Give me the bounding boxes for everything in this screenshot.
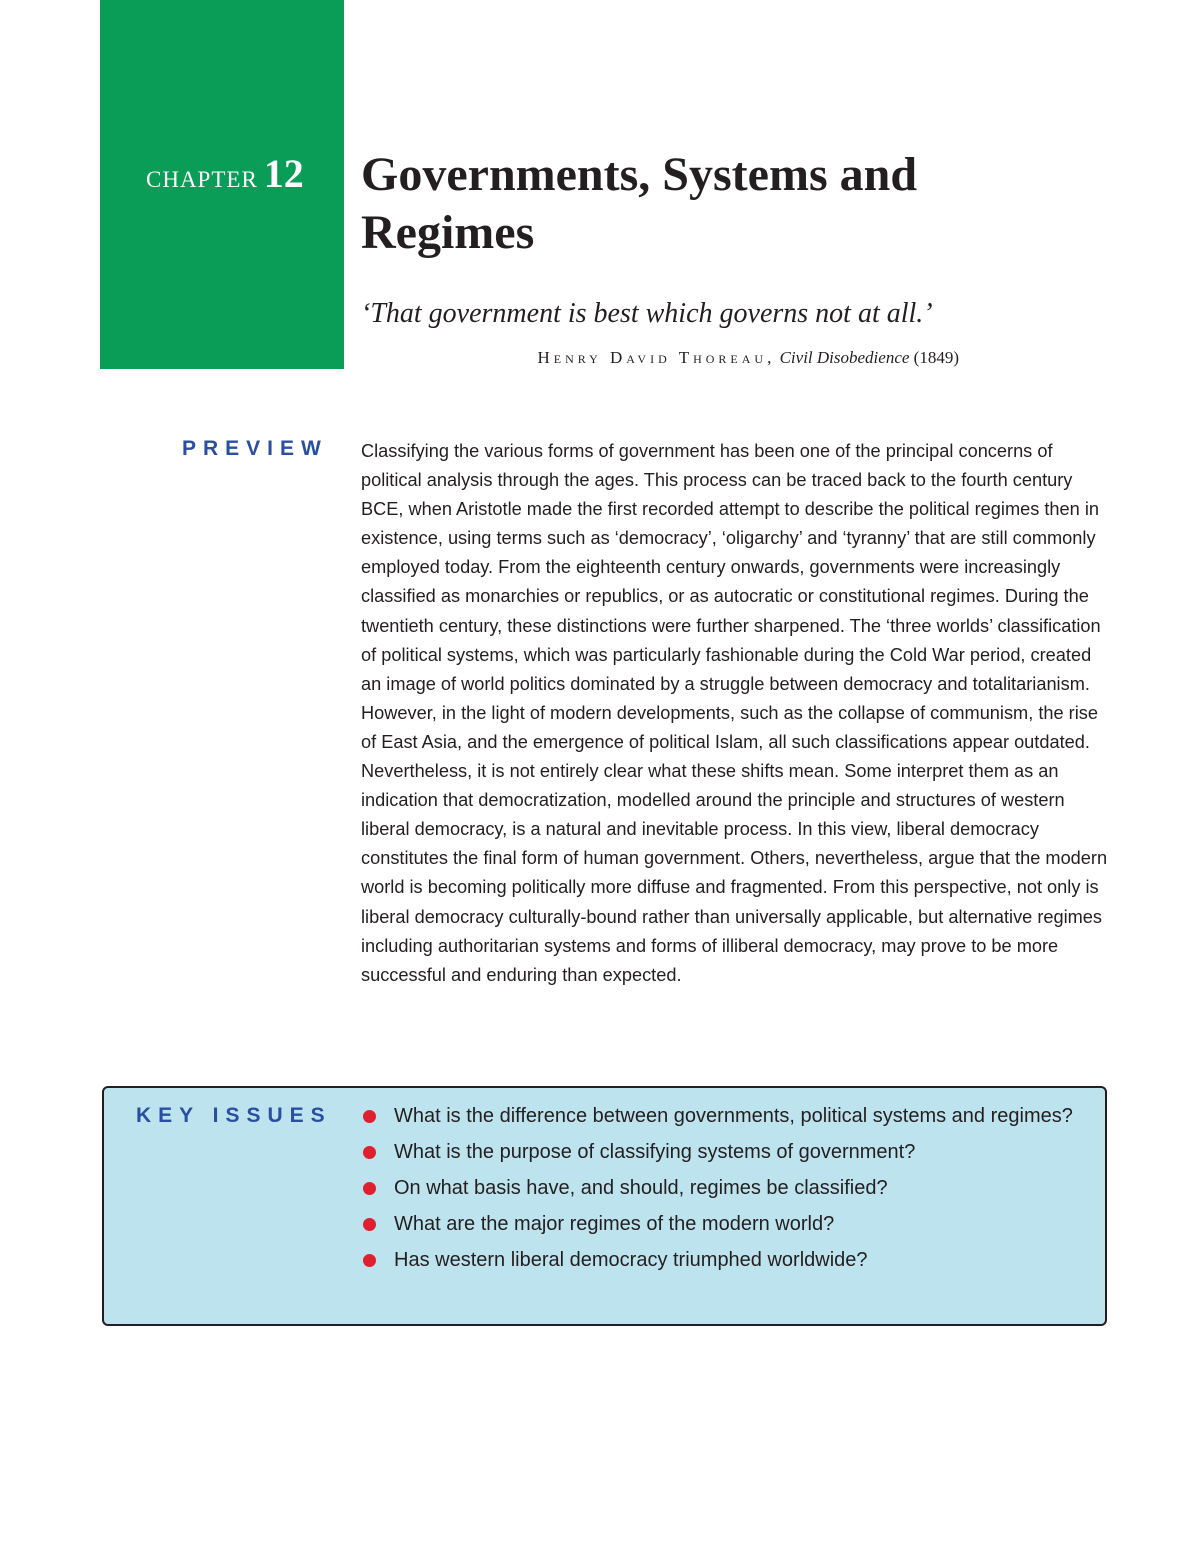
bullet-dot-icon	[363, 1182, 376, 1195]
key-issues-heading: KEY ISSUES	[136, 1104, 332, 1127]
bullet-dot-icon	[363, 1110, 376, 1123]
chapter-label	[146, 150, 304, 197]
key-issues-list	[361, 1102, 1081, 1282]
epigraph-quote: ‘That government is best which governs not at all.’	[361, 298, 933, 329]
preview-heading: PREVIEW	[182, 437, 328, 460]
key-issue-text: Has western liberal democracy triumphed worldwide?	[394, 1249, 868, 1271]
chapter-title: Governments, Systems and Regimes	[361, 148, 918, 259]
key-issue-item	[361, 1246, 1081, 1274]
key-issue-item	[361, 1210, 1081, 1238]
epigraph-year: (1849)	[913, 348, 959, 367]
epigraph-author: Henry David Thoreau,	[537, 348, 776, 367]
key-issue-text: What is the difference between governments, political systems and regimes?	[394, 1105, 1073, 1127]
chapter-number: 12	[263, 151, 304, 196]
epigraph-attribution	[538, 348, 960, 368]
bullet-dot-icon	[363, 1254, 376, 1267]
key-issue-item	[361, 1174, 1081, 1202]
key-issue-item	[361, 1138, 1081, 1166]
bullet-dot-icon	[363, 1218, 376, 1231]
key-issue-text: On what basis have, and should, regimes be classified?	[394, 1177, 888, 1199]
key-issue-text: What are the major regimes of the modern world?	[394, 1213, 835, 1235]
epigraph-work: Civil Disobedience	[779, 348, 910, 367]
chapter-word: CHAPTER	[146, 167, 258, 192]
preview-paragraph: Classifying the various forms of government has been one of the principal concerns of political analysis through the ages. This process can be traced back to the fourth century BCE, when Aristotle made the first recorded attempt to describe the political regimes then in existence, using terms such as ‘democracy’, ‘oligarchy’ and ‘tyranny’ that are still commonly employed today. From the eighteenth century onwards, governments were increasingly classified as monarchies or republics, or as autocratic or constitutional regimes. During the twentieth century, these distinctions were further sharpened. The ‘three worlds’ classification of political systems, which was particularly fashionable during the Cold War period, created an image of world politics dominated by a struggle between democracy and totalitarianism. However, in the light of modern developments, such as the collapse of communism, the rise of East Asia, and the emergence of political Islam, all such classifications appear outdated. Nevertheless, it is not entirely clear what these shifts mean. Some interpret them as an indication that democratization, modelled around the principle and structures of western liberal democracy, is a natural and inevitable process. In this view, liberal democracy constitutes the final form of human government. Others, nevertheless, argue that the modern world is becoming politically more diffuse and fragmented. From this perspective, not only is liberal democracy culturally-bound rather than universally applicable, but alternative regimes including authoritarian systems and forms of illiberal democracy, may prove to be more successful and enduring than expected.	[361, 441, 1108, 985]
key-issue-item	[361, 1102, 1081, 1130]
bullet-dot-icon	[363, 1146, 376, 1159]
key-issue-text: What is the purpose of classifying systems of government?	[394, 1141, 916, 1163]
